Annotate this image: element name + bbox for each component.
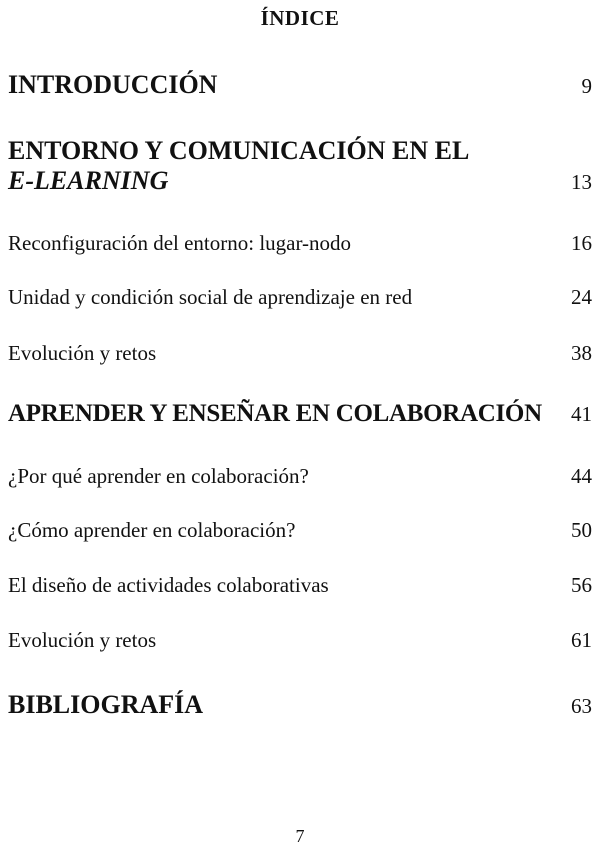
toc-entry-page: 24 [571, 285, 592, 309]
toc-entry-title: El diseño de actividades colaborativas [8, 573, 329, 597]
toc-entry-page: 44 [571, 464, 592, 488]
toc-entry-page: 16 [571, 231, 592, 255]
toc-entry-page: 9 [581, 74, 592, 98]
toc-entry-page: 41 [571, 402, 592, 426]
toc-entry-evolucion-2 [8, 628, 592, 653]
toc-entry-title: ¿Cómo aprender en colaboración? [8, 518, 296, 542]
toc-entry-page: 63 [571, 694, 592, 718]
toc-entry-title: Reconfiguración del entorno: lugar-nodo [8, 231, 352, 255]
toc-entry-page: 56 [571, 573, 592, 597]
toc-entry-por-que [8, 464, 592, 489]
toc-entry-como [8, 518, 592, 543]
toc-entry-title: Unidad y condición social de aprendizaje en red [8, 285, 413, 309]
toc-entry-page: 50 [571, 518, 592, 542]
toc-entry-page: 13 [571, 170, 592, 194]
toc-entry-title-line1: ENTORNO Y COMUNICACIÓN EN EL [8, 136, 470, 165]
toc-entry-title: Evolución y retos [8, 628, 157, 652]
toc-entry-introduccion [8, 70, 592, 100]
page-title: ÍNDICE [260, 6, 340, 30]
toc-entry-title: APRENDER Y ENSEÑAR EN COLABORACIÓN [8, 400, 542, 427]
toc-entry-unidad [8, 285, 592, 310]
toc-entry-diseno [8, 573, 592, 598]
toc-entry-reconfiguracion [8, 231, 592, 256]
toc-entry-page: 61 [571, 628, 592, 652]
toc-entry-bibliografia [8, 690, 592, 720]
toc-entry-page: 38 [571, 341, 592, 365]
toc-entry-title: INTRODUCCIÓN [8, 70, 218, 99]
toc-entry-title: BIBLIOGRAFÍA [8, 690, 204, 719]
toc-entry-evolucion-1 [8, 341, 592, 366]
page-number: 7 [295, 826, 305, 846]
toc-entry-title: ¿Por qué aprender en colaboración? [8, 464, 309, 488]
toc-entry-title-line2: E-LEARNING [8, 166, 169, 195]
toc-entry-entorno [8, 136, 592, 196]
toc-entry-title: Evolución y retos [8, 341, 157, 365]
toc-entry-aprender [8, 400, 592, 428]
